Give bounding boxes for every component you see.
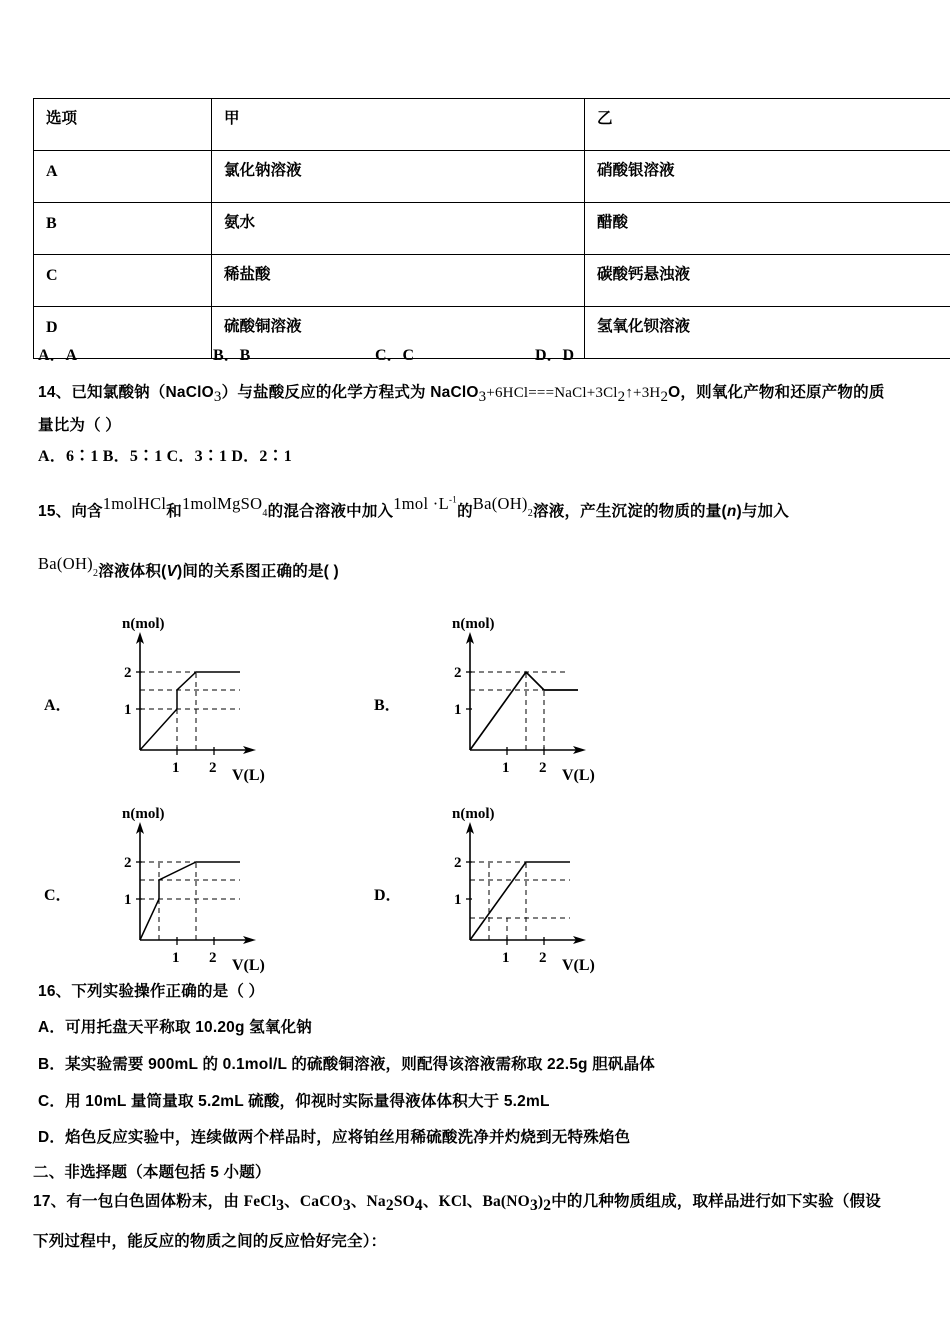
graph-d-xlabel: V(L) <box>562 957 595 974</box>
question-14-line-1 <box>38 383 885 408</box>
table-header-jia: 甲 <box>212 99 585 151</box>
q17-text-2: 中的几种物质组成，取样品进行如下实验（假设 <box>551 1193 881 1210</box>
q15-formula-mgso4-sub: 4 <box>262 508 268 520</box>
q15-text-4: 的 <box>457 503 473 520</box>
q17-formula-bano32-sub2: 2 <box>543 1197 552 1215</box>
graph-c-ytick-1: 1 <box>124 892 132 908</box>
row-option-b: B <box>34 203 212 255</box>
graph-d-ylabel: n(mol) <box>452 806 495 822</box>
graph-a-xtick-1: 1 <box>172 760 180 776</box>
question-16-option-c[interactable]: C．用 10mL 量筒量取 5.2mL 硫酸，仰视时实际量得液体体积大于 5.2mL <box>38 1093 550 1110</box>
answer-choice-c[interactable]: C．C <box>375 347 415 364</box>
graph-d-svg <box>410 800 660 980</box>
row-yi-d: 氢氧化钡溶液 <box>585 307 950 359</box>
q14-sub-3: 2 <box>617 389 626 406</box>
graph-b-ylabel: n(mol) <box>452 616 495 632</box>
table-row <box>34 151 950 203</box>
graph-c-label: C． <box>44 887 72 904</box>
row-yi-c: 碳酸钙悬浊液 <box>585 255 950 307</box>
q14-eq-c: O，则氧化产物和还原产物的质 <box>668 384 885 401</box>
row-jia-b: 氨水 <box>212 203 585 255</box>
section-2-heading: 二、非选择题（本题包括 5 小题） <box>33 1164 271 1181</box>
q14-text-a: 14、已知氯酸钠（NaClO <box>38 384 214 401</box>
q17-formula-kcl: KCl <box>438 1193 467 1210</box>
q17-formula-na2so4-a: Na <box>366 1193 386 1210</box>
question-15-line-2 <box>38 554 339 584</box>
graph-option-b[interactable] <box>370 610 660 790</box>
q15-var-n: n <box>726 503 737 520</box>
row-yi-a: 硝酸银溶液 <box>585 151 950 203</box>
q17-sep-1: 、 <box>284 1193 300 1210</box>
question-17-line-2: 下列过程中，能反应的物质之间的反应恰好完全）： <box>33 1233 387 1250</box>
question-16-stem: 16、下列实验操作正确的是（ ） <box>38 983 265 1000</box>
graph-option-d[interactable] <box>370 800 660 980</box>
graph-c-xlabel: V(L) <box>232 957 265 974</box>
q17-formula-na2so4-sub1: 2 <box>385 1197 394 1215</box>
graph-option-c[interactable] <box>40 800 330 980</box>
table-row <box>34 307 950 359</box>
question-16-option-a[interactable]: A．可用托盘天平称取 10.20g 氢氧化钠 <box>38 1019 312 1036</box>
graph-b-svg <box>410 610 660 790</box>
q15-text-8: )间的关系图正确的是( ) <box>176 563 339 580</box>
graph-d-xtick-2: 2 <box>539 950 547 966</box>
row-jia-d: 硫酸铜溶液 <box>212 307 585 359</box>
table-header-row <box>34 99 950 151</box>
q14-sub-1: 3 <box>213 389 222 406</box>
q17-formula-na2so4-b: SO <box>393 1193 415 1210</box>
graph-c-ytick-2: 2 <box>124 855 132 871</box>
row-yi-b: 醋酸 <box>585 203 950 255</box>
question-15-line-1 <box>38 494 789 524</box>
graph-b-ytick-2: 2 <box>454 665 462 681</box>
q15-text-1: 15、向含 <box>38 503 103 520</box>
q17-sep-3: 、 <box>422 1193 439 1210</box>
graph-d-ytick-1: 1 <box>454 892 462 908</box>
table-row <box>34 255 950 307</box>
q17-sep-4: 、 <box>466 1193 483 1210</box>
graph-a-xtick-2: 2 <box>209 760 217 776</box>
graph-d-label: D． <box>374 887 402 904</box>
q15-formula-conc-sup: -1 <box>448 494 458 505</box>
q17-text-1: 17、有一包白色固体粉末，由 <box>33 1193 244 1210</box>
table-header-yi: 乙 <box>585 99 950 151</box>
question-17-line-1 <box>33 1192 881 1216</box>
table-row <box>34 203 950 255</box>
q14-sub-2: 3 <box>478 389 487 406</box>
graph-option-a[interactable] <box>40 610 330 790</box>
q17-formula-na2so4-sub2: 4 <box>414 1197 423 1215</box>
question-14-options[interactable]: A．6∶1 B．5∶1 C．3∶1 D．2∶1 <box>38 448 292 465</box>
q14-eq-b: ↑+3H <box>625 385 661 401</box>
q15-formula-baoh2-sub: 2 <box>527 508 534 520</box>
graph-b-ytick-1: 1 <box>454 702 462 718</box>
graph-c-xtick-2: 2 <box>209 950 217 966</box>
question-16-option-d[interactable]: D．焰色反应实验中，连续做两个样品时，应将铂丝用稀硫酸洗净并灼烧到无特殊焰色 <box>38 1129 631 1146</box>
graph-a-svg <box>80 610 330 790</box>
graph-a-ytick-1: 1 <box>124 702 132 718</box>
graph-b-xlabel: V(L) <box>562 767 595 784</box>
graph-b-label: B． <box>374 697 401 714</box>
q17-formula-bano32-b: ) <box>537 1193 544 1210</box>
q15-text-2: 和 <box>166 503 182 520</box>
question-14-line-2: 量比为（ ） <box>38 417 122 434</box>
graph-a-ylabel: n(mol) <box>122 616 165 632</box>
graph-c-xtick-1: 1 <box>172 950 180 966</box>
q15-formula-baoh2: Ba(OH) <box>472 494 528 513</box>
q14-sub-4: 2 <box>660 389 669 406</box>
graph-a-xlabel: V(L) <box>232 767 265 784</box>
graph-c-svg <box>80 800 330 980</box>
q17-formula-bano32-a: Ba(NO <box>482 1193 530 1210</box>
options-table <box>33 98 950 359</box>
graph-b-xtick-1: 1 <box>502 760 510 776</box>
q15-text-6: )与加入 <box>736 503 789 520</box>
graph-d-xtick-1: 1 <box>502 950 510 966</box>
row-option-d: D <box>34 307 212 359</box>
row-option-a: A <box>34 151 212 203</box>
q17-sep-2: 、 <box>350 1193 367 1210</box>
q17-formula-fecl3-sub: 3 <box>276 1197 285 1215</box>
q14-eq-a: +6HCl===NaCl+3Cl <box>486 385 618 401</box>
q17-formula-caco3: CaCO <box>299 1193 343 1210</box>
q15-formula-baoh2-2-sub: 2 <box>92 568 99 580</box>
row-jia-c: 稀盐酸 <box>212 255 585 307</box>
q17-formula-caco3-sub: 3 <box>342 1197 351 1215</box>
q15-formula-conc: 1mol ·L <box>393 494 449 513</box>
question-16-option-b[interactable]: B．某实验需要 900mL 的 0.1mol/L 的硫酸铜溶液，则配得该溶液需称取 22.5g 胆矾晶体 <box>38 1056 655 1073</box>
graph-c-ylabel: n(mol) <box>122 806 165 822</box>
row-option-c: C <box>34 255 212 307</box>
graph-a-label: A． <box>44 697 72 714</box>
q15-text-3: 的混合溶液中加入 <box>267 503 394 520</box>
q17-formula-bano32-sub1: 3 <box>529 1197 538 1215</box>
graph-d-ytick-2: 2 <box>454 855 462 871</box>
q15-text-7: 溶液体积( <box>98 563 167 580</box>
row-jia-a: 氯化钠溶液 <box>212 151 585 203</box>
q15-formula-baoh2-2: Ba(OH) <box>38 554 93 573</box>
q15-var-v: V <box>166 563 177 580</box>
table-header-option: 选项 <box>34 99 212 151</box>
q14-text-b: ）与盐酸反应的化学方程式为 NaClO <box>221 384 479 401</box>
q15-formula-mgso4: 1molMgSO <box>181 494 263 513</box>
answer-choice-d[interactable]: D．D <box>535 347 575 364</box>
answer-choice-b[interactable]: B．B <box>213 347 251 364</box>
q15-formula-hcl: 1molHCl <box>102 494 167 513</box>
graph-a-ytick-2: 2 <box>124 665 132 681</box>
graph-b-xtick-2: 2 <box>539 760 547 776</box>
answer-choice-a[interactable]: A．A <box>38 347 78 364</box>
q17-formula-fecl3: FeCl <box>243 1193 277 1210</box>
q15-text-5: 溶液，产生沉淀的物质的量( <box>533 503 727 520</box>
